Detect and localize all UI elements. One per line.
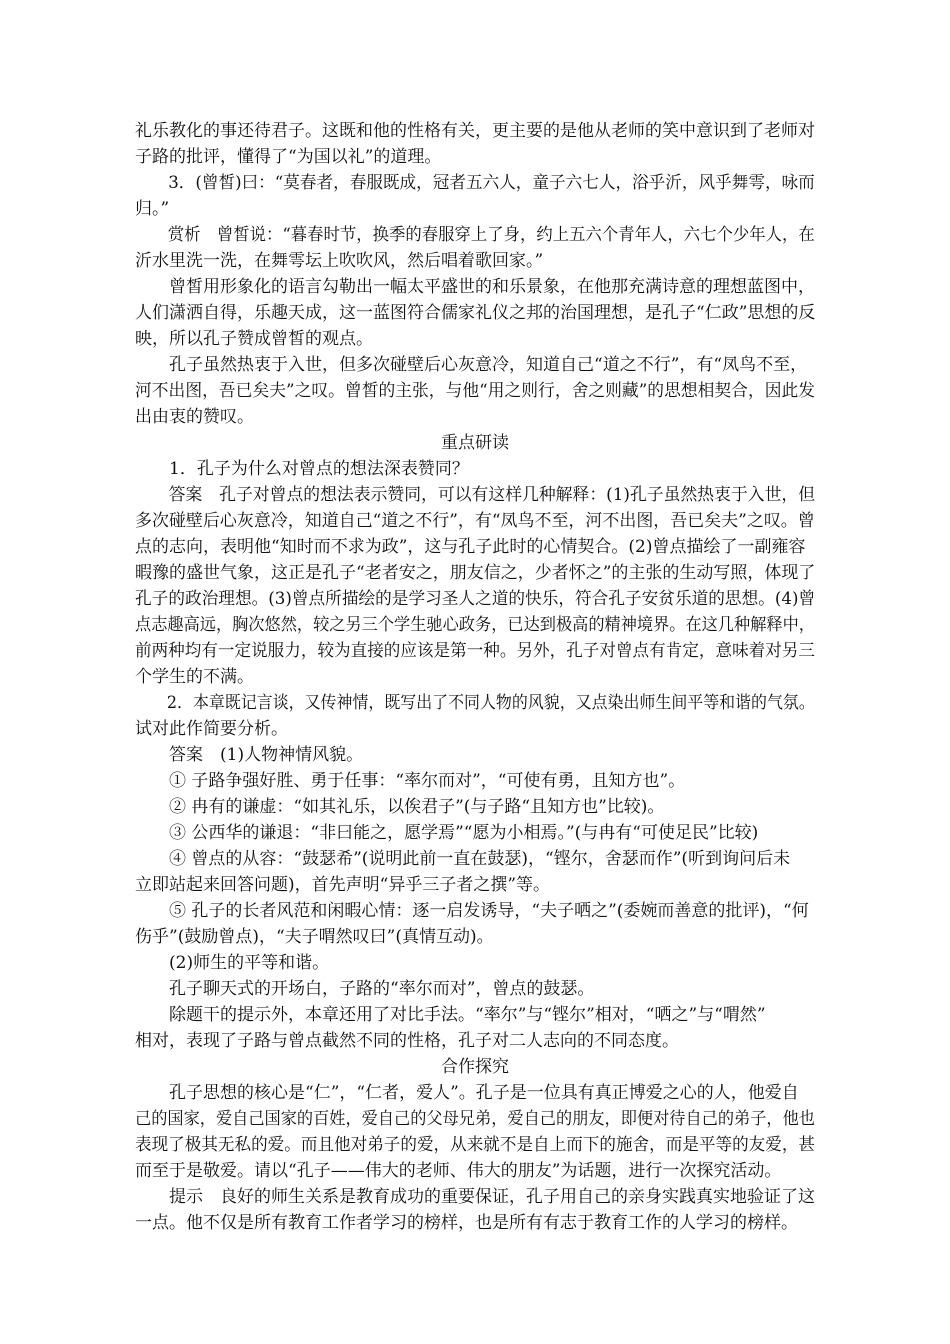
text-line: ⑤ 孔子的长者风范和闲暇心情：逐一启发诱导，“夫子哂之”(委婉而善意的批评)，“何: [135, 901, 809, 921]
text-line: 前两种均有一定说服力，较为直接的应该是第一种。另外，孔子对曾点有肯定，意味着对另三: [135, 641, 815, 661]
text-line: 己的国家，爱自己国家的百姓，爱自己的父母兄弟，爱自己的朋友，即便对待自己的弟子，他也: [135, 1109, 815, 1129]
text-line: 暇豫的盛世气象，这正是孔子“老者安之，朋友信之，少者怀之”的主张的生动写照，体现了: [135, 563, 816, 583]
question-2: 2．本章既记言谈，又传神情，既写出了不同人物的风貌，又点染出师生间平等和谐的气氛。: [135, 693, 815, 713]
text-line: ③ 公西华的谦退：“非曰能之，愿学焉”“愿为小相焉。”(与冉有“可使足民”比较): [135, 823, 759, 843]
text-line: 多次碰壁后心灰意冷，知道自己“道之不行”，有“凤鸟不至，河不出图，吾已矣夫”之叹。曾: [135, 511, 815, 531]
text-line: 立即站起来回答问题)，首先声明“异乎三子者之撰”等。: [135, 875, 551, 895]
text-line: 除题干的提示外，本章还用了对比手法。“率尔”与“铿尔”相对，“哂之”与“喟然”: [135, 1005, 766, 1025]
text-line: ④ 曾点的从容：“鼓瑟希”(说明此前一直在鼓瑟)，“铿尔，舍瑟而作”(听到询问后未: [135, 849, 791, 869]
text-line: 曾皙用形象化的语言勾勒出一幅太平盛世的和乐景象，在他那充满诗意的理想蓝图中，: [135, 277, 815, 297]
text-line: 礼乐教化的事还待君子。这既和他的性格有关，更主要的是他从老师的笑中意识到了老师对: [135, 121, 815, 141]
text-line: 表现了极其无私的爱。而且他对弟子的爱，从来就不是自上而下的施舍，而是平等的友爱，甚: [135, 1135, 815, 1155]
text-line: 个学生的不满。: [135, 667, 254, 687]
text-line: ① 子路争强好胜、勇于任事：“率尔而对”，“可使有勇，且知方也”。: [135, 771, 686, 791]
text-line: 试对此作简要分析。: [135, 719, 288, 739]
text-line: 相对，表现了子路与曾点截然不同的性格，孔子对二人志向的不同态度。: [135, 1031, 679, 1051]
text-line: 河不出图，吾已矣夫”之叹。曾皙的主张，与他“用之则行，舍之则藏”的思想相契合，因此发: [135, 381, 816, 401]
text-line: 答案 孔子对曾点的想法表示赞同，可以有这样几种解释：(1)孔子虽然热衷于入世，但: [135, 485, 816, 505]
text-line: 答案 (1)人物神情风貌。: [135, 745, 364, 765]
text-line: (2)师生的平等和谐。: [135, 953, 330, 973]
text-line: 子路的批评，懂得了“为国以礼”的道理。: [135, 147, 442, 167]
section-heading-key-reading: 重点研读: [441, 433, 509, 453]
text-line: 赏析 曾皙说：“暮春时节，换季的春服穿上了身，约上五六个青年人，六七个少年人，在: [135, 225, 815, 245]
text-line: 孔子聊天式的开场白，子路的“率尔而对”，曾点的鼓瑟。: [135, 979, 595, 999]
text-line: 映，所以孔子赞成曾皙的观点。: [135, 329, 373, 349]
text-line: 孔子思想的核心是“仁”，“仁者，爱人”。孔子是一位具有真正博爱之心的人，他爱自: [135, 1083, 799, 1103]
text-line: 归。”: [135, 199, 170, 219]
text-line: 点的志向，表明他“知时而不求为政”，这与孔子此时的心情契合。(2)曾点描绘了一副雍容: [135, 537, 806, 557]
text-line: 一点。他不仅是所有教育工作者学习的榜样，也是所有有志于教育工作的人学习的榜样。: [135, 1213, 798, 1233]
text-line: 孔子虽然热衷于入世，但多次碰壁后心灰意冷，知道自己“道之不行”，有“凤鸟不至，: [135, 355, 808, 375]
text-line: 沂水里洗一洗，在舞雩坛上吹吹风，然后唱着歌回家。”: [135, 251, 544, 271]
section-heading-cooperative-inquiry: 合作探究: [441, 1057, 509, 1077]
text-line: 提示 良好的师生关系是教育成功的重要保证，孔子用自己的亲身实践真实地验证了这: [135, 1187, 815, 1207]
text-line: 而至于是敬爱。请以“孔子——伟大的老师、伟大的朋友”为话题，进行一次探究活动。: [135, 1161, 782, 1181]
text-line: 出由衷的赞叹。: [135, 407, 254, 427]
text-line: 3．(曾皙)曰：“莫春者，春服既成，冠者五六人，童子六七人，浴乎沂，风乎舞雩，咏而: [135, 173, 815, 193]
question-1: 1．孔子为什么对曾点的想法深表赞同？: [135, 459, 469, 479]
text-line: 人们潇洒自得，乐趣天成，这一蓝图符合儒家礼仪之邦的治国理想，是孔子“仁政”思想的反: [135, 303, 816, 323]
text-line: 点志趣高远，胸次悠然，较之另三个学生驰心政务，已达到极高的精神境界。在这几种解释中，: [135, 615, 815, 635]
text-line: 孔子的政治理想。(3)曾点所描绘的是学习圣人之道的快乐，符合孔子安贫乐道的思想。(4)曾: [135, 589, 816, 609]
text-line: 伤乎”(鼓励曾点)，“夫子喟然叹曰”(真情互动)。: [135, 927, 494, 947]
text-line: ② 冉有的谦虚：“如其礼乐，以俟君子”(与子路“且知方也”比较)。: [135, 797, 665, 817]
